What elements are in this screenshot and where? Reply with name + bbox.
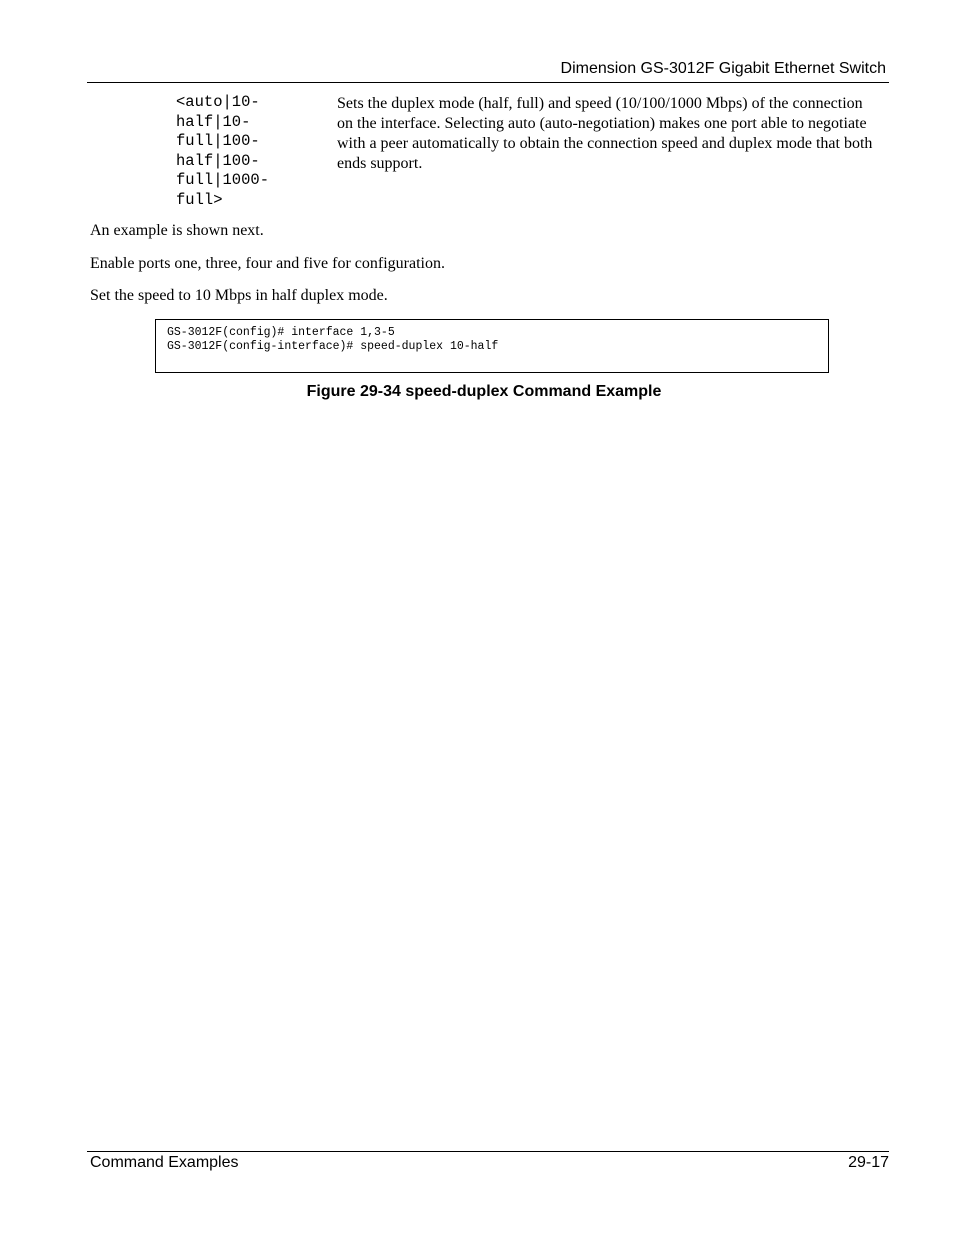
page-header-title: Dimension GS-3012F Gigabit Ethernet Switch — [560, 60, 886, 77]
footer-section-name: Command Examples — [90, 1154, 239, 1171]
parameter-syntax-line: <auto|10- — [176, 93, 260, 111]
footer-page-number: 29-17 — [848, 1154, 889, 1171]
code-line: GS-3012F(config-interface)# speed-duplex 10-half — [167, 340, 499, 353]
parameter-syntax-line: half|10- — [176, 112, 251, 131]
footer-divider — [87, 1151, 889, 1152]
code-line: GS-3012F(config)# interface 1,3-5 — [167, 326, 395, 339]
parameter-description: Sets the duplex mode (half, full) and speed (10/100/1000 Mbps) of the connection on the interface. Selecting auto (auto-negotiation) makes one port able to negotiate with a peer automatically to obtain the connection speed and duplex mode that both ends support. — [337, 95, 873, 172]
body-paragraph: Set the speed to 10 Mbps in half duplex mode. — [90, 287, 388, 304]
code-example-box — [155, 319, 829, 373]
parameter-syntax-line: full> — [176, 190, 223, 209]
figure-caption: Figure 29-34 speed-duplex Command Example — [306, 383, 662, 400]
parameter-syntax — [176, 93, 326, 210]
parameter-syntax-line: full|100- — [176, 132, 260, 150]
header-divider — [87, 82, 889, 83]
body-paragraph: Enable ports one, three, four and five for configuration. — [90, 255, 445, 272]
parameter-syntax-line: half|100- — [176, 151, 260, 170]
parameter-syntax-line: full|1000- — [176, 171, 270, 189]
body-paragraph: An example is shown next. — [90, 222, 264, 239]
